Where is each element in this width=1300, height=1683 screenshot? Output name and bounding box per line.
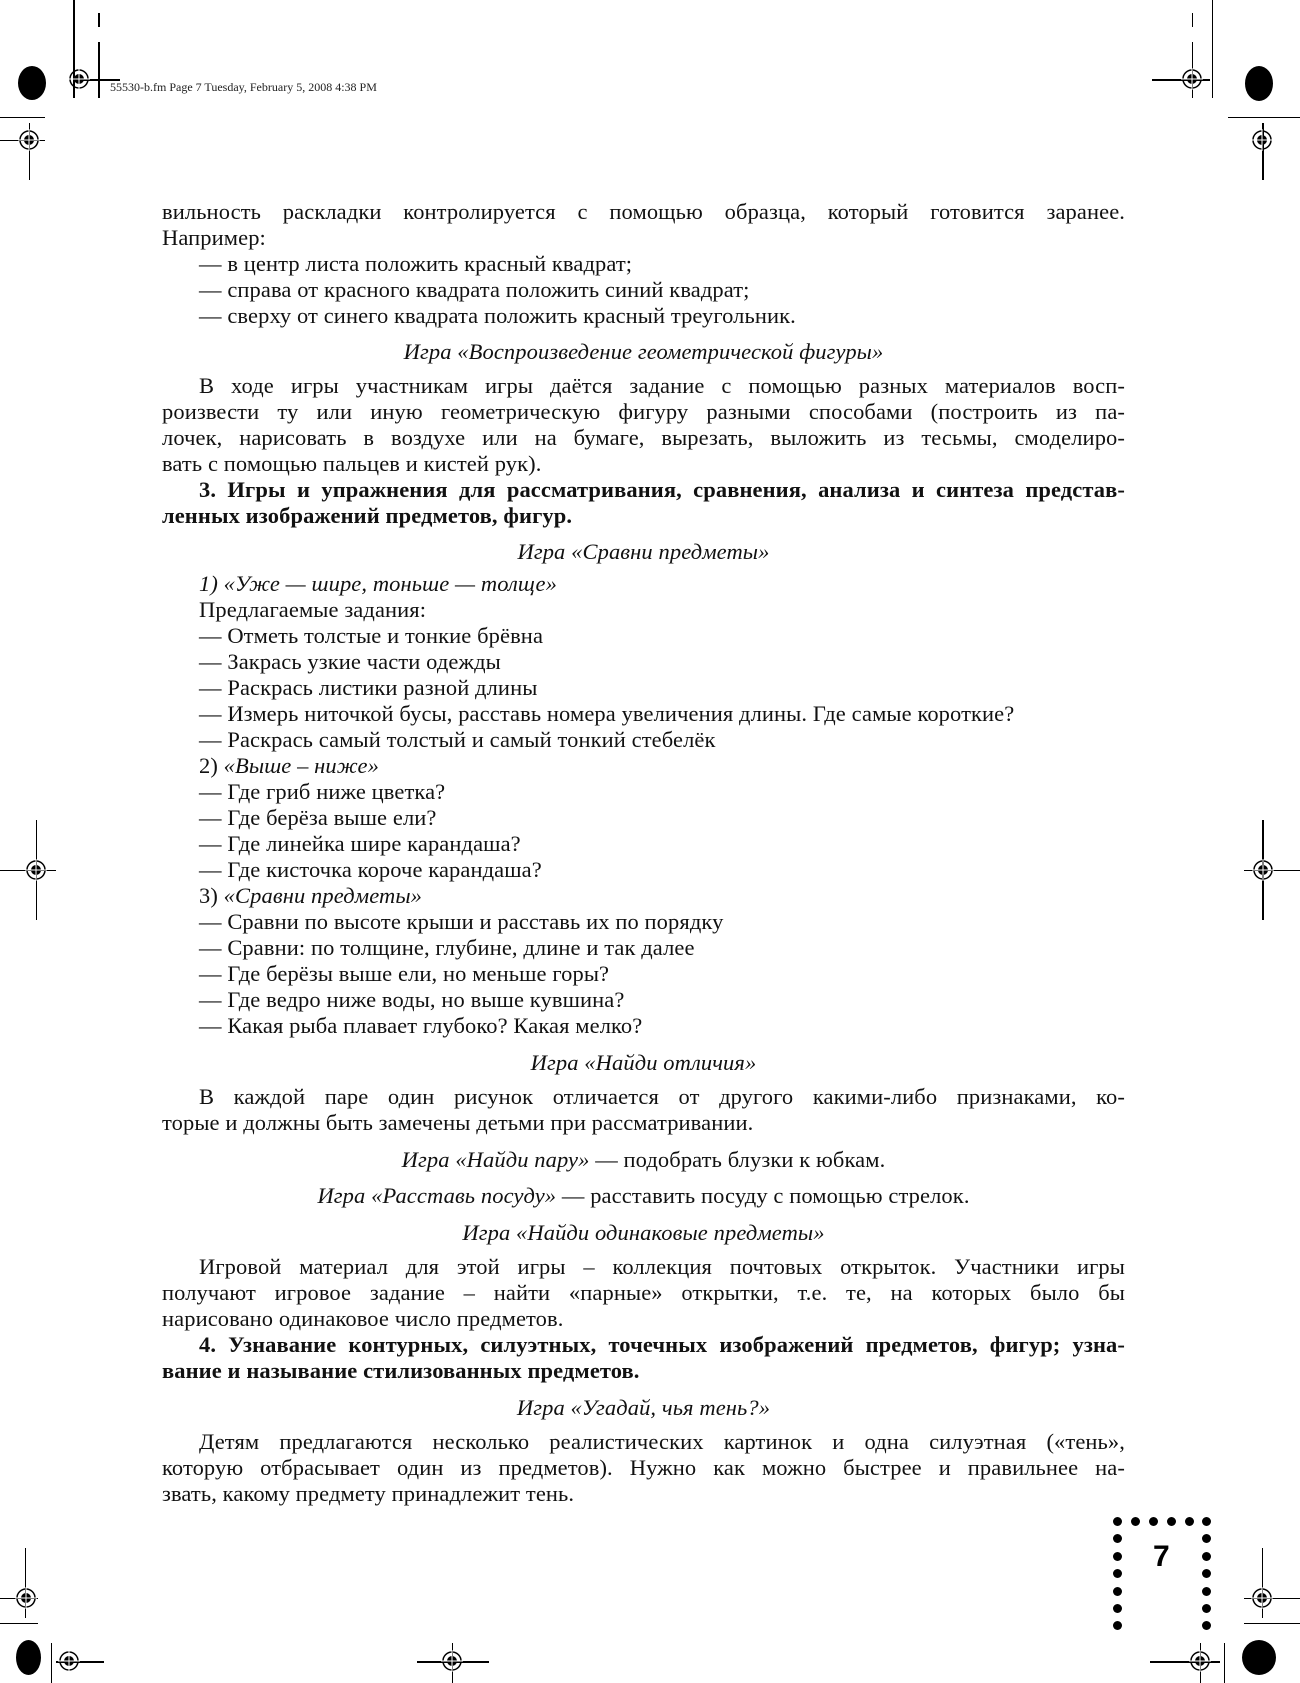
print-slug: 55530-b.fm Page 7 Tuesday, February 5, 2008 4:38 PM — [110, 80, 377, 94]
paragraph-line: вильность раскладки контролируется с помощью образца, который готовится заранее. — [162, 199, 1125, 224]
section-heading: 3. Игры и упражнения для рассматривания, сравнения, анализа и синтеза представ- — [199, 477, 1125, 502]
frame-dot — [1113, 1552, 1122, 1561]
registration-target-icon — [1189, 1650, 1211, 1672]
subsection-name: «Сравни предметы» — [223, 883, 423, 908]
game-title: Игра «Воспроизведение геометрической фигуры» — [403, 339, 884, 364]
list-item: — справа от красного квадрата положить синий квадрат; — [199, 277, 750, 302]
page-number: 7 — [1153, 1540, 1170, 1573]
list-item: — Закрась узкие части одежды — [199, 649, 501, 674]
registration-target-icon — [18, 129, 40, 151]
registration-blot — [18, 66, 46, 100]
game-description: — расставить посуду с помощью стрелок. — [556, 1183, 970, 1208]
frame-dot — [1167, 1517, 1176, 1526]
frame-dot — [1202, 1534, 1211, 1543]
frame-dot — [1113, 1534, 1122, 1543]
section-heading: 4. Узнавание контурных, силуэтных, точечных изображений предметов, фигур; узна- — [199, 1332, 1125, 1357]
list-item: — Раскрась листики разной длины — [199, 675, 538, 700]
registration-target-icon — [68, 68, 90, 90]
crop-mark — [1192, 13, 1193, 27]
paragraph-line: В каждой паре один рисунок отличается от другого какими-либо признаками, ко- — [199, 1084, 1125, 1109]
crop-mark — [98, 13, 100, 27]
paragraph-line: звать, какому предмету принадлежит тень. — [162, 1481, 575, 1506]
list-item: — Отметь толстые и тонкие брёвна — [199, 623, 544, 648]
subsection-title — [199, 883, 1162, 909]
paragraph-line: вать с помощью пальцев и кистей рук). — [162, 451, 542, 476]
paragraph-line: получают игровое задание – найти «парные» открытки, т.е. те, на которых было бы — [162, 1280, 1125, 1305]
list-item: — в центр листа положить красный квадрат; — [199, 251, 633, 276]
page-number-frame — [1113, 1517, 1211, 1639]
registration-target-icon — [441, 1650, 463, 1672]
game-title: Игра «Угадай, чья тень?» — [516, 1395, 771, 1420]
frame-dot — [1202, 1587, 1211, 1596]
crop-mark — [1244, 1623, 1300, 1624]
section-heading: ленных изображений предметов, фигур. — [162, 503, 573, 528]
crop-mark — [1212, 0, 1213, 98]
game-description: — подобрать блузки к юбкам. — [589, 1147, 886, 1172]
list-item: — Где линейка шире карандаша? — [199, 831, 521, 856]
paragraph-line: Игровой материал для этой игры – коллекция почтовых открыток. Участники игры — [199, 1254, 1125, 1279]
registration-target-icon — [1181, 68, 1203, 90]
frame-dot — [1149, 1517, 1158, 1526]
frame-dot — [1185, 1517, 1194, 1526]
game-title: Игра «Расставь посуду» — [317, 1183, 557, 1208]
crop-mark — [0, 117, 45, 118]
crop-mark — [1228, 117, 1300, 118]
registration-target-icon — [25, 859, 47, 881]
registration-target-icon — [1251, 129, 1273, 151]
registration-target-icon — [1251, 1587, 1273, 1609]
frame-dot — [1202, 1621, 1211, 1630]
paragraph-line: Предлагаемые задания: — [199, 597, 427, 622]
paragraph-line: В ходе игры участникам игры даётся задание с помощью разных материалов восп- — [199, 373, 1125, 398]
section-heading: вание и называние стилизованных предметов. — [162, 1358, 640, 1383]
list-item: — Сравни по высоте крыши и расставь их по порядку — [199, 909, 724, 934]
subsection-number: 3) — [199, 883, 224, 908]
game-title: Игра «Найди отличия» — [530, 1050, 757, 1075]
crop-mark — [1224, 1643, 1225, 1683]
frame-dot — [1202, 1517, 1211, 1526]
list-item: — Где гриб ниже цветка? — [199, 779, 446, 804]
registration-target-icon — [1252, 859, 1274, 881]
game-line — [162, 1183, 1125, 1209]
frame-dot — [1202, 1552, 1211, 1561]
frame-dot — [1202, 1569, 1211, 1578]
list-item: — Где берёза выше ели? — [199, 805, 437, 830]
paragraph-line: роизвести ту или иную геометрическую фигуру разными способами (построить из па- — [162, 399, 1125, 424]
frame-dot — [1113, 1604, 1122, 1613]
subsection-name: «Выше – ниже» — [223, 753, 379, 778]
subsection-title — [199, 753, 1162, 779]
paragraph-line: Детям предлагаются несколько реалистических картинок и одна силуэтная («тень», — [199, 1429, 1125, 1454]
registration-target-icon — [58, 1650, 80, 1672]
paragraph-line: торые и должны быть замечены детьми при рассматривании. — [162, 1110, 754, 1135]
list-item: — Где ведро ниже воды, но выше кувшина? — [199, 987, 625, 1012]
list-item: — Раскрась самый толстый и самый тонкий стебелёк — [199, 727, 716, 752]
registration-blot — [16, 1640, 41, 1675]
game-title: Игра «Найди пару» — [401, 1147, 590, 1172]
frame-dot — [1113, 1517, 1122, 1526]
game-title: Игра «Найди одинаковые предметы» — [462, 1220, 825, 1245]
frame-dot — [1202, 1604, 1211, 1613]
frame-dot — [1113, 1569, 1122, 1578]
frame-dot — [1113, 1621, 1122, 1630]
frame-dot — [1113, 1587, 1122, 1596]
crop-mark — [51, 1643, 52, 1683]
list-item: — Сравни: по толщине, глубине, длине и так далее — [199, 935, 695, 960]
paragraph-line: лочек, нарисовать в воздухе или на бумаге, вырезать, выложить из тесьмы, смоделиро- — [162, 425, 1125, 450]
list-item: — Где берёзы выше ели, но меньше горы? — [199, 961, 610, 986]
paragraph-line: которую отбрасывает один из предметов). Нужно как можно быстрее и правильнее на- — [162, 1455, 1125, 1480]
paragraph-line: нарисовано одинаковое число предметов. — [162, 1306, 564, 1331]
subsection-title: 1) «Уже — шире, тоньше — толще» — [199, 571, 557, 596]
registration-target-icon — [15, 1587, 37, 1609]
list-item: — Какая рыба плавает глубоко? Какая мелко? — [199, 1013, 643, 1038]
list-item: — Измерь ниточкой бусы, расставь номера увеличения длины. Где самые короткие? — [199, 701, 1015, 726]
registration-blot — [1245, 66, 1273, 101]
game-line — [162, 1147, 1125, 1173]
registration-blot — [1242, 1640, 1276, 1675]
list-item: — Где кисточка короче карандаша? — [199, 857, 542, 882]
crop-mark — [0, 1623, 38, 1624]
subsection-number: 2) — [199, 753, 224, 778]
frame-dot — [1131, 1517, 1140, 1526]
paragraph-line: Например: — [162, 225, 266, 250]
crop-mark — [98, 42, 100, 98]
game-title: Игра «Сравни предметы» — [517, 539, 770, 564]
list-item: — сверху от синего квадрата положить красный треугольник. — [199, 303, 796, 328]
